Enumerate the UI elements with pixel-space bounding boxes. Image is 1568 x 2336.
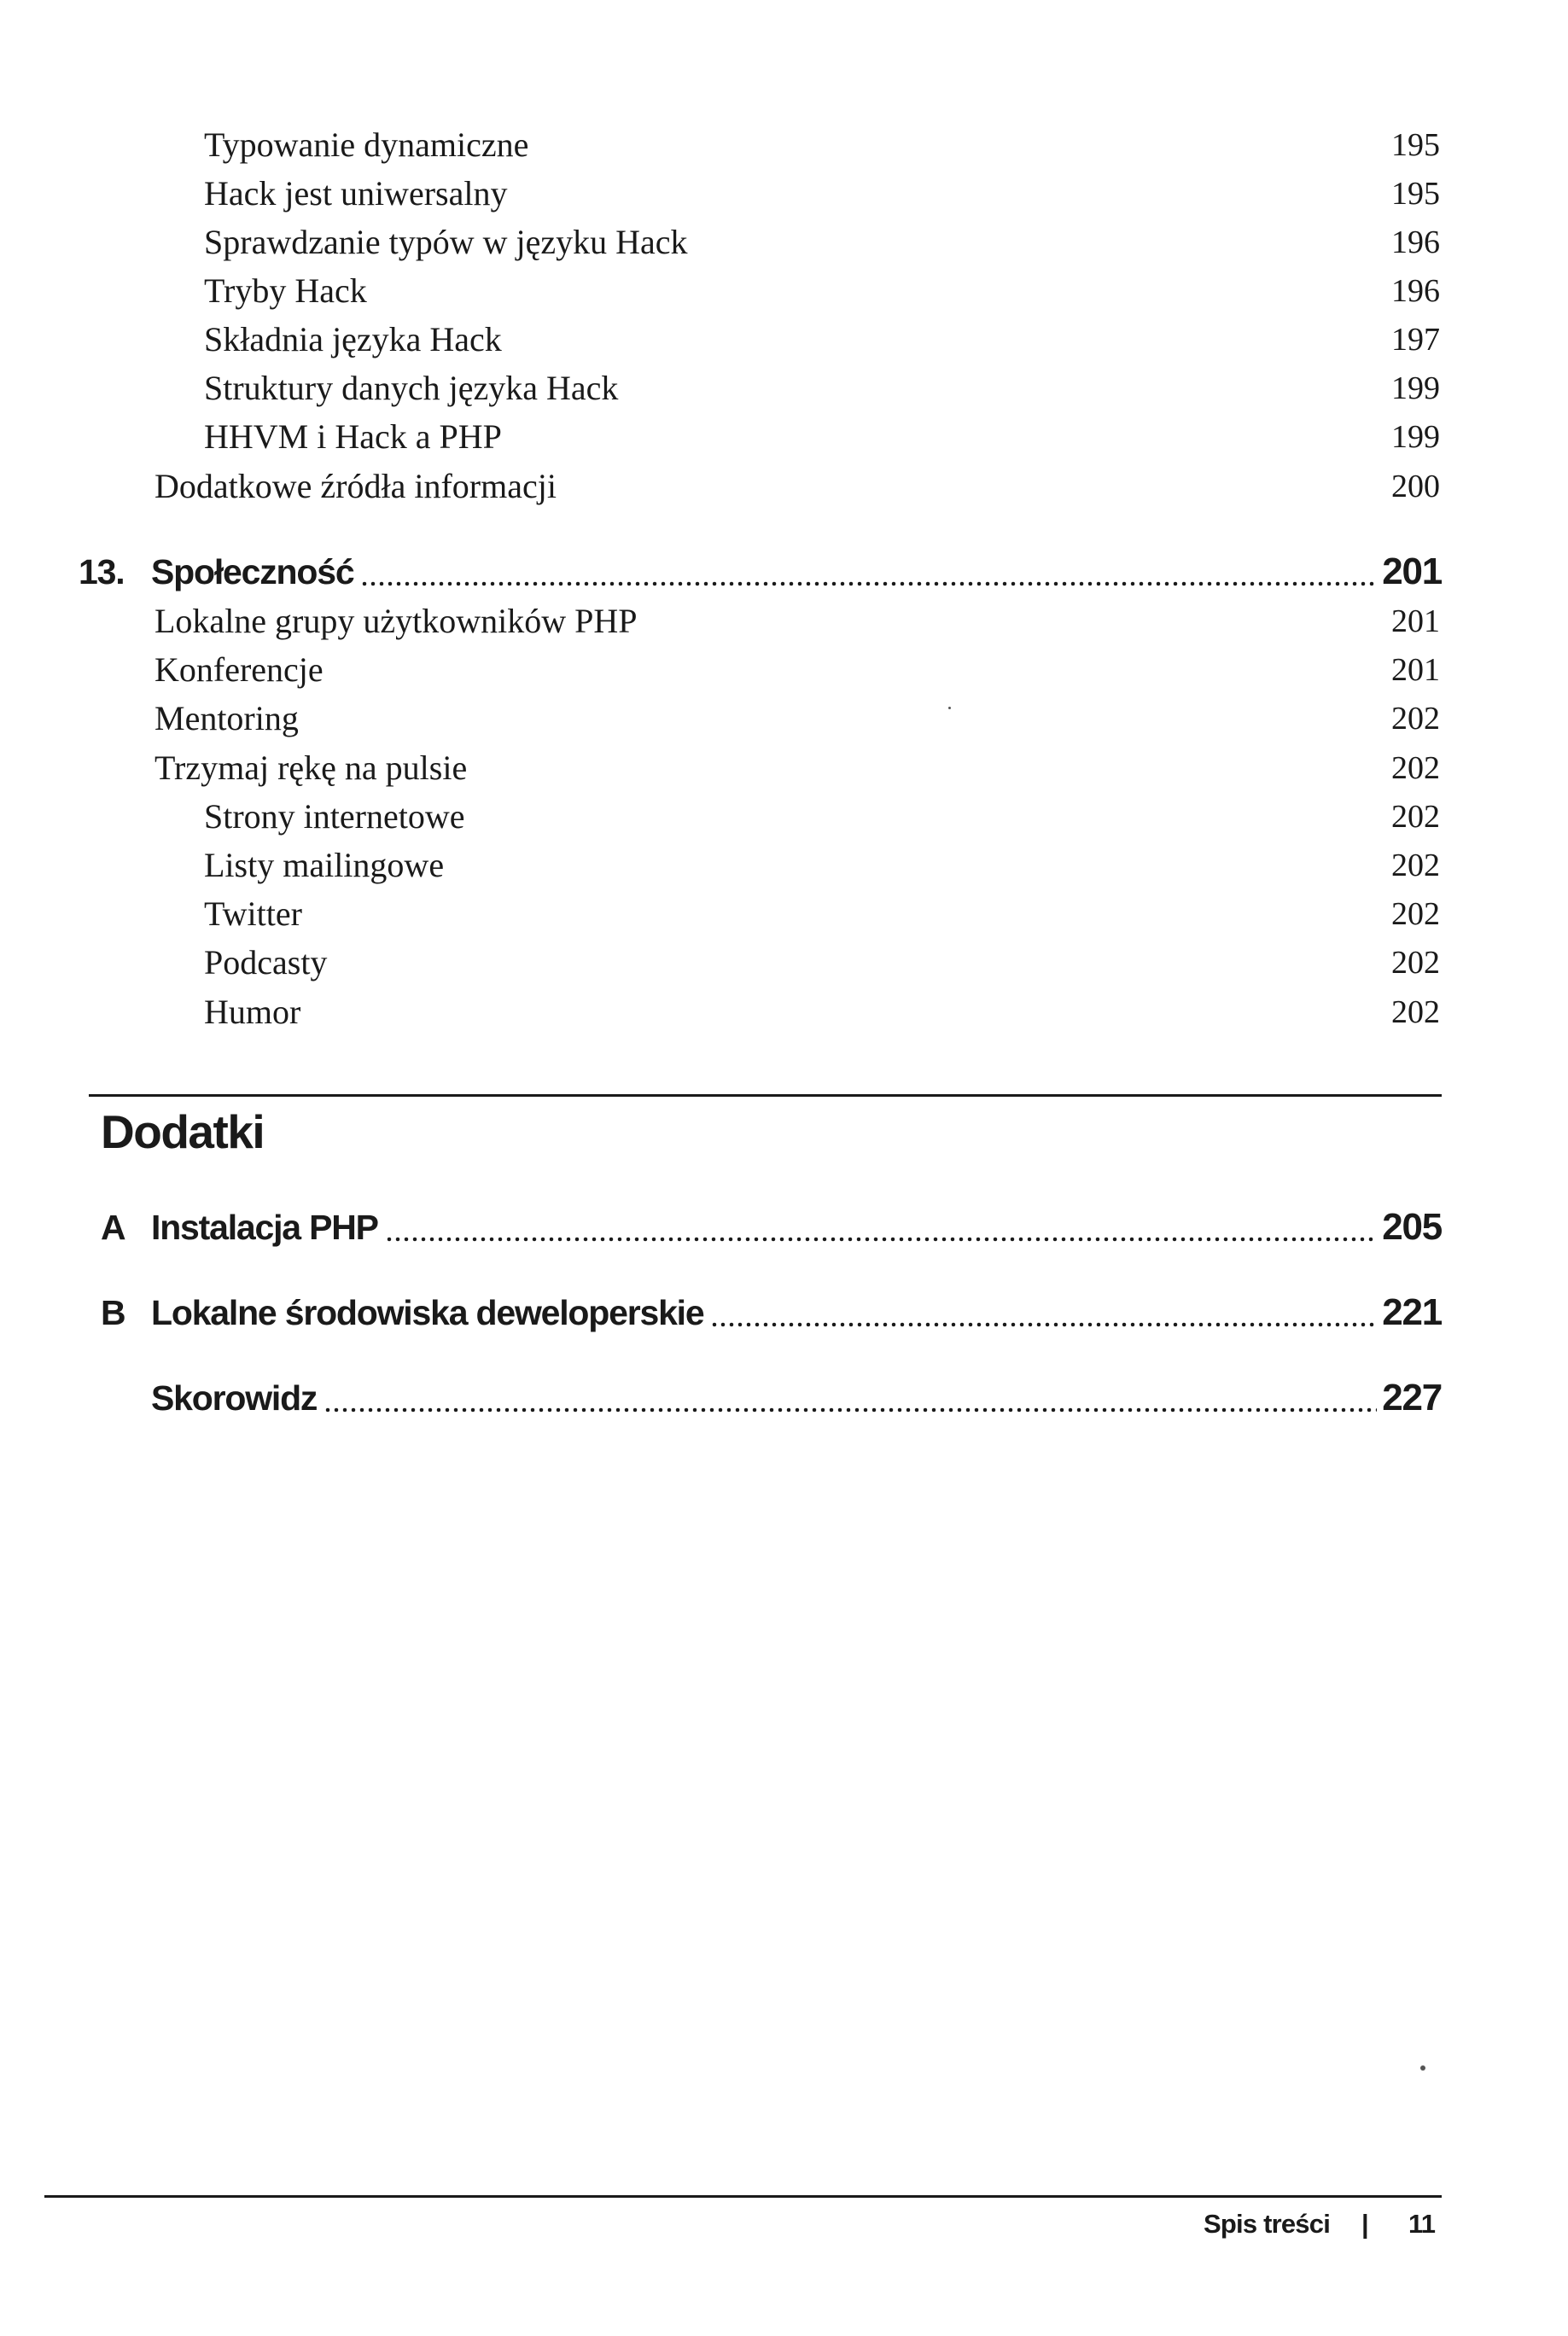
- toc-entry[interactable]: [0, 842, 1568, 889]
- toc-entry-page: 201: [1391, 603, 1440, 639]
- toc-entry[interactable]: [0, 413, 1568, 461]
- toc-entry[interactable]: [0, 744, 1568, 792]
- footer-rule: [44, 2195, 1442, 2198]
- toc-entry[interactable]: [0, 267, 1568, 315]
- toc-entry-page: 202: [1391, 896, 1440, 932]
- dot-leader: [385, 1236, 1377, 1243]
- toc-entry-title: Hack jest uniwersalny: [204, 174, 508, 213]
- toc-entry-title: Trzymaj rękę na pulsie: [154, 749, 468, 787]
- toc-entry-title: Konferencje: [154, 650, 324, 689]
- toc-entry[interactable]: [0, 364, 1568, 412]
- toc-entry[interactable]: [0, 170, 1568, 218]
- toc-entry[interactable]: [0, 695, 1568, 743]
- toc-entry-title: Dodatkowe źródła informacji: [154, 467, 557, 505]
- toc-entry[interactable]: [0, 939, 1568, 987]
- scan-speck: [948, 707, 951, 709]
- toc-entry-title: Strony internetowe: [204, 797, 465, 836]
- footer-page-number: 11: [1408, 2209, 1436, 2239]
- appendix-page: 221: [1382, 1291, 1442, 1333]
- toc-entry-title: Podcasty: [204, 943, 328, 982]
- toc-entry-title: Struktury danych języka Hack: [204, 369, 619, 407]
- toc-entry-page: 199: [1391, 370, 1440, 406]
- toc-entry-title: Mentoring: [154, 699, 299, 737]
- toc-entry-page: 196: [1391, 224, 1440, 260]
- toc-entry-page: 195: [1391, 176, 1440, 212]
- toc-entry-title: Twitter: [204, 894, 302, 933]
- appendix-page: 205: [1382, 1206, 1442, 1248]
- chapter-title: Społeczność: [151, 552, 354, 591]
- toc-entry-title: Listy mailingowe: [204, 846, 445, 884]
- toc-entry-page: 202: [1391, 848, 1440, 883]
- index-title: Skorowidz: [151, 1378, 318, 1418]
- dot-leader: [360, 580, 1377, 587]
- toc-entry-title: Lokalne grupy użytkowników PHP: [154, 602, 638, 640]
- dot-leader: [324, 1407, 1377, 1413]
- toc-entry-page: 199: [1391, 419, 1440, 455]
- toc-entry[interactable]: [0, 597, 1568, 645]
- scan-speck: [1420, 2065, 1425, 2071]
- appendix-entry[interactable]: [0, 1285, 1568, 1340]
- toc-entry-page: 195: [1391, 127, 1440, 163]
- toc-entry[interactable]: [0, 890, 1568, 938]
- toc-entry-title: Składnia języka Hack: [204, 320, 502, 358]
- appendix-title: Instalacja PHP: [151, 1208, 378, 1247]
- toc-entry[interactable]: [0, 646, 1568, 694]
- toc-entry[interactable]: [0, 988, 1568, 1036]
- toc-entry-page: 196: [1391, 273, 1440, 309]
- toc-entry-page: 202: [1391, 799, 1440, 835]
- footer-label: Spis treści: [1204, 2209, 1331, 2239]
- appendix-entry[interactable]: [0, 1200, 1568, 1255]
- section-title: Dodatki: [101, 1105, 265, 1158]
- toc-entry-title: Humor: [204, 993, 301, 1031]
- page-footer: [0, 2200, 1568, 2248]
- toc-entry[interactable]: [0, 463, 1568, 510]
- appendix-letter: A: [101, 1208, 125, 1247]
- appendix-title: Lokalne środowiska deweloperskie: [151, 1293, 704, 1332]
- toc-entry-page: 197: [1391, 322, 1440, 358]
- chapter-heading[interactable]: [0, 545, 1568, 599]
- toc-entry-title: Typowanie dynamiczne: [204, 125, 529, 164]
- toc-entry[interactable]: [0, 121, 1568, 169]
- toc-entry-page: 200: [1391, 469, 1440, 504]
- dot-leader: [710, 1321, 1377, 1328]
- toc-entry-title: HHVM i Hack a PHP: [204, 417, 502, 456]
- toc-entry[interactable]: [0, 793, 1568, 841]
- chapter-number: 13.: [79, 552, 125, 591]
- toc-entry-page: 202: [1391, 945, 1440, 981]
- toc-entry-page: 201: [1391, 652, 1440, 688]
- index-entry[interactable]: [0, 1371, 1568, 1425]
- toc-entry-page: 202: [1391, 701, 1440, 737]
- index-page: 227: [1382, 1377, 1442, 1418]
- toc-entry-title: Sprawdzanie typów w języku Hack: [204, 223, 688, 261]
- chapter-page: 201: [1382, 551, 1442, 592]
- footer-separator: |: [1361, 2209, 1368, 2239]
- toc-entry[interactable]: [0, 316, 1568, 364]
- toc-entry[interactable]: [0, 218, 1568, 266]
- toc-entry-page: 202: [1391, 994, 1440, 1030]
- section-divider: [89, 1094, 1442, 1097]
- toc-entry-page: 202: [1391, 750, 1440, 786]
- appendix-letter: B: [101, 1293, 125, 1332]
- toc-entry-title: Tryby Hack: [204, 271, 367, 310]
